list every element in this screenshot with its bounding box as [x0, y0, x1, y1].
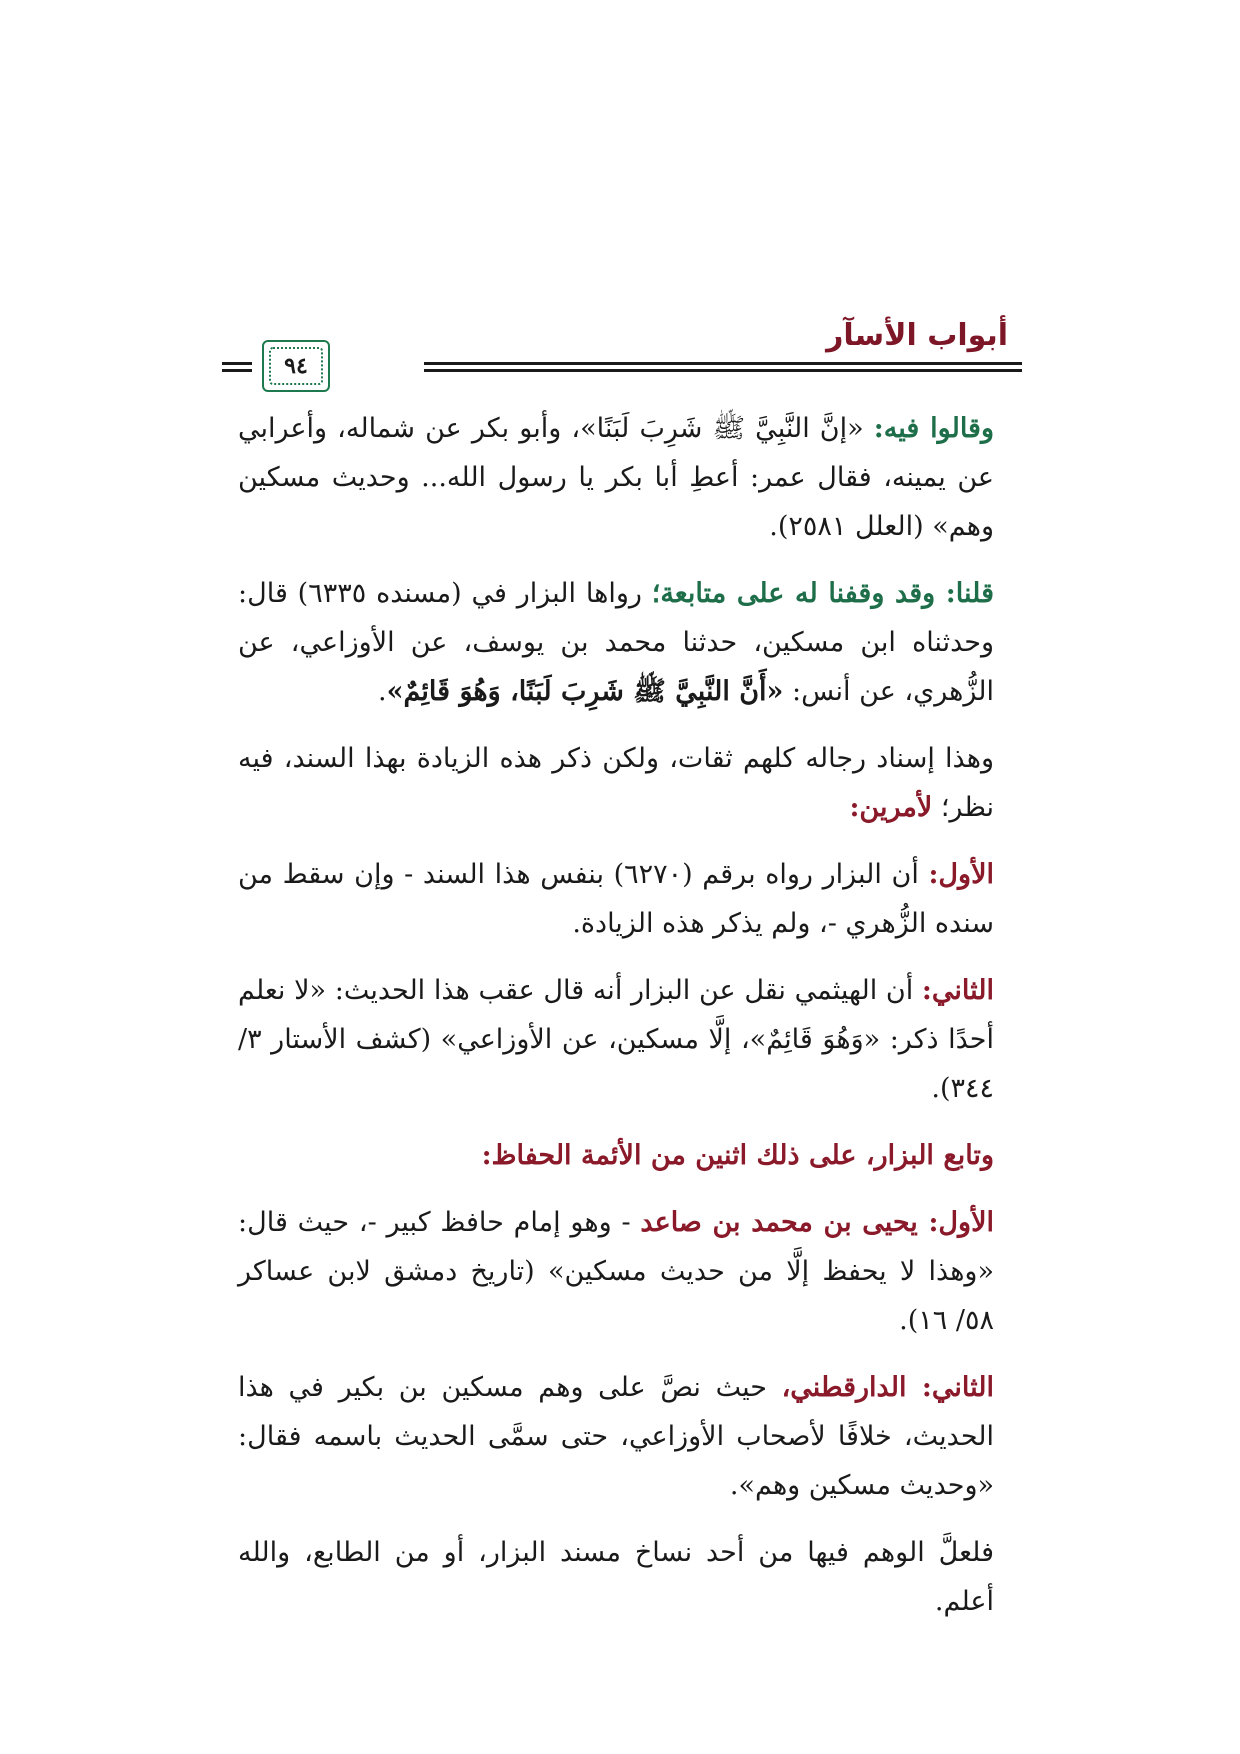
paragraph-1: [238, 404, 994, 551]
paragraph-text: أن الهيثمي نقل عن البزار أنه قال عقب هذا الحديث: «لا نعلم أحدًا ذكر: «وَهُوَ قَائِمٌ»، إلَّا مسكين، عن الأوزاعي» (كشف الأستار ٣/ ٣٤٤).: [238, 975, 994, 1104]
page-header: [222, 312, 1022, 392]
lead-label: قلنا: وقد وقفنا له على متابعة؛: [651, 578, 994, 609]
paragraph-7: [238, 1363, 994, 1510]
lead-label: الأول:: [928, 1207, 994, 1238]
scholar-name: يحيى بن محمد بن صاعد: [640, 1207, 929, 1238]
paragraph-text: حيث نصَّ على وهم مسكين بن بكير في هذا الحديث، خلافًا لأصحاب الأوزاعي، حتى سمَّى الحديث باسمه فقال: «وحديث مسكين وهم».: [238, 1372, 994, 1501]
paragraph-text: رواها البزار في (مسنده ٦٣٣٥) قال: وحدثناه ابن مسكين، حدثنا محمد بن يوسف، عن الأوزاعي، عن الزُّهري، عن أنس:: [238, 578, 994, 707]
body-text: [238, 404, 994, 1644]
paragraph-text: أن البزار رواه برقم (٦٢٧٠) بنفس هذا السند - وإن سقط من سنده الزُّهري -، ولم يذكر هذه الزيادة.: [238, 859, 994, 939]
lead-label: وقالوا فيه:: [873, 413, 995, 444]
paragraph-text: «إنَّ النَّبِيَّ ﷺ شَرِبَ لَبَنًا»، وأبو بكر عن شماله، وأعرابي عن يمينه، فقال عمر: أعطِ أبا بكر يا رسول الله... وحديث مسكين وهم» (العلل ٢٥٨١).: [238, 413, 994, 542]
header-rule-short: [222, 362, 252, 365]
paragraph-2: [238, 569, 994, 716]
lead-label: الثاني:: [921, 975, 994, 1006]
paragraph-4: [238, 850, 994, 948]
scholar-name: الدارقطني،: [781, 1372, 922, 1403]
paragraph-text: - وهو إمام حافظ كبير -، حيث قال: «وهذا لا يحفظ إلَّا من حديث مسكين» (تاريخ دمشق لابن عساكر ٥٨/ ١٦).: [238, 1207, 994, 1336]
section-heading: وتابع البزار، على ذلك اثنين من الأئمة الحفاظ:: [481, 1140, 994, 1171]
paragraph-3: [238, 734, 994, 832]
paragraph-8: [238, 1528, 994, 1626]
paragraph-text: فلعلَّ الوهم فيها من أحد نساخ مسند البزار، أو من الطابع، والله أعلم.: [238, 1537, 994, 1617]
header-rule: [424, 362, 1022, 365]
lead-label: الأول:: [928, 859, 994, 890]
emphasis: لأمرين:: [849, 792, 933, 823]
header-rule-short: [222, 369, 252, 372]
paragraph-5: [238, 966, 994, 1113]
paragraph-tail: .: [377, 676, 387, 707]
paragraph-6: [238, 1198, 994, 1345]
hadith-quote: «أَنَّ النَّبِيَّ ﷺ شَرِبَ لَبَنًا، وَهُوَ قَائِمٌ»: [386, 676, 784, 707]
page-number: ٩٤: [269, 347, 323, 385]
book-title: أبواب الأسآر: [826, 318, 1008, 353]
paragraph-text: وهذا إسناد رجاله كلهم ثقات، ولكن ذكر هذه الزيادة بهذا السند، فيه نظر؛: [238, 743, 994, 823]
header-rule: [424, 369, 1022, 372]
page-number-badge: [262, 340, 330, 392]
lead-label: الثاني:: [921, 1372, 994, 1403]
